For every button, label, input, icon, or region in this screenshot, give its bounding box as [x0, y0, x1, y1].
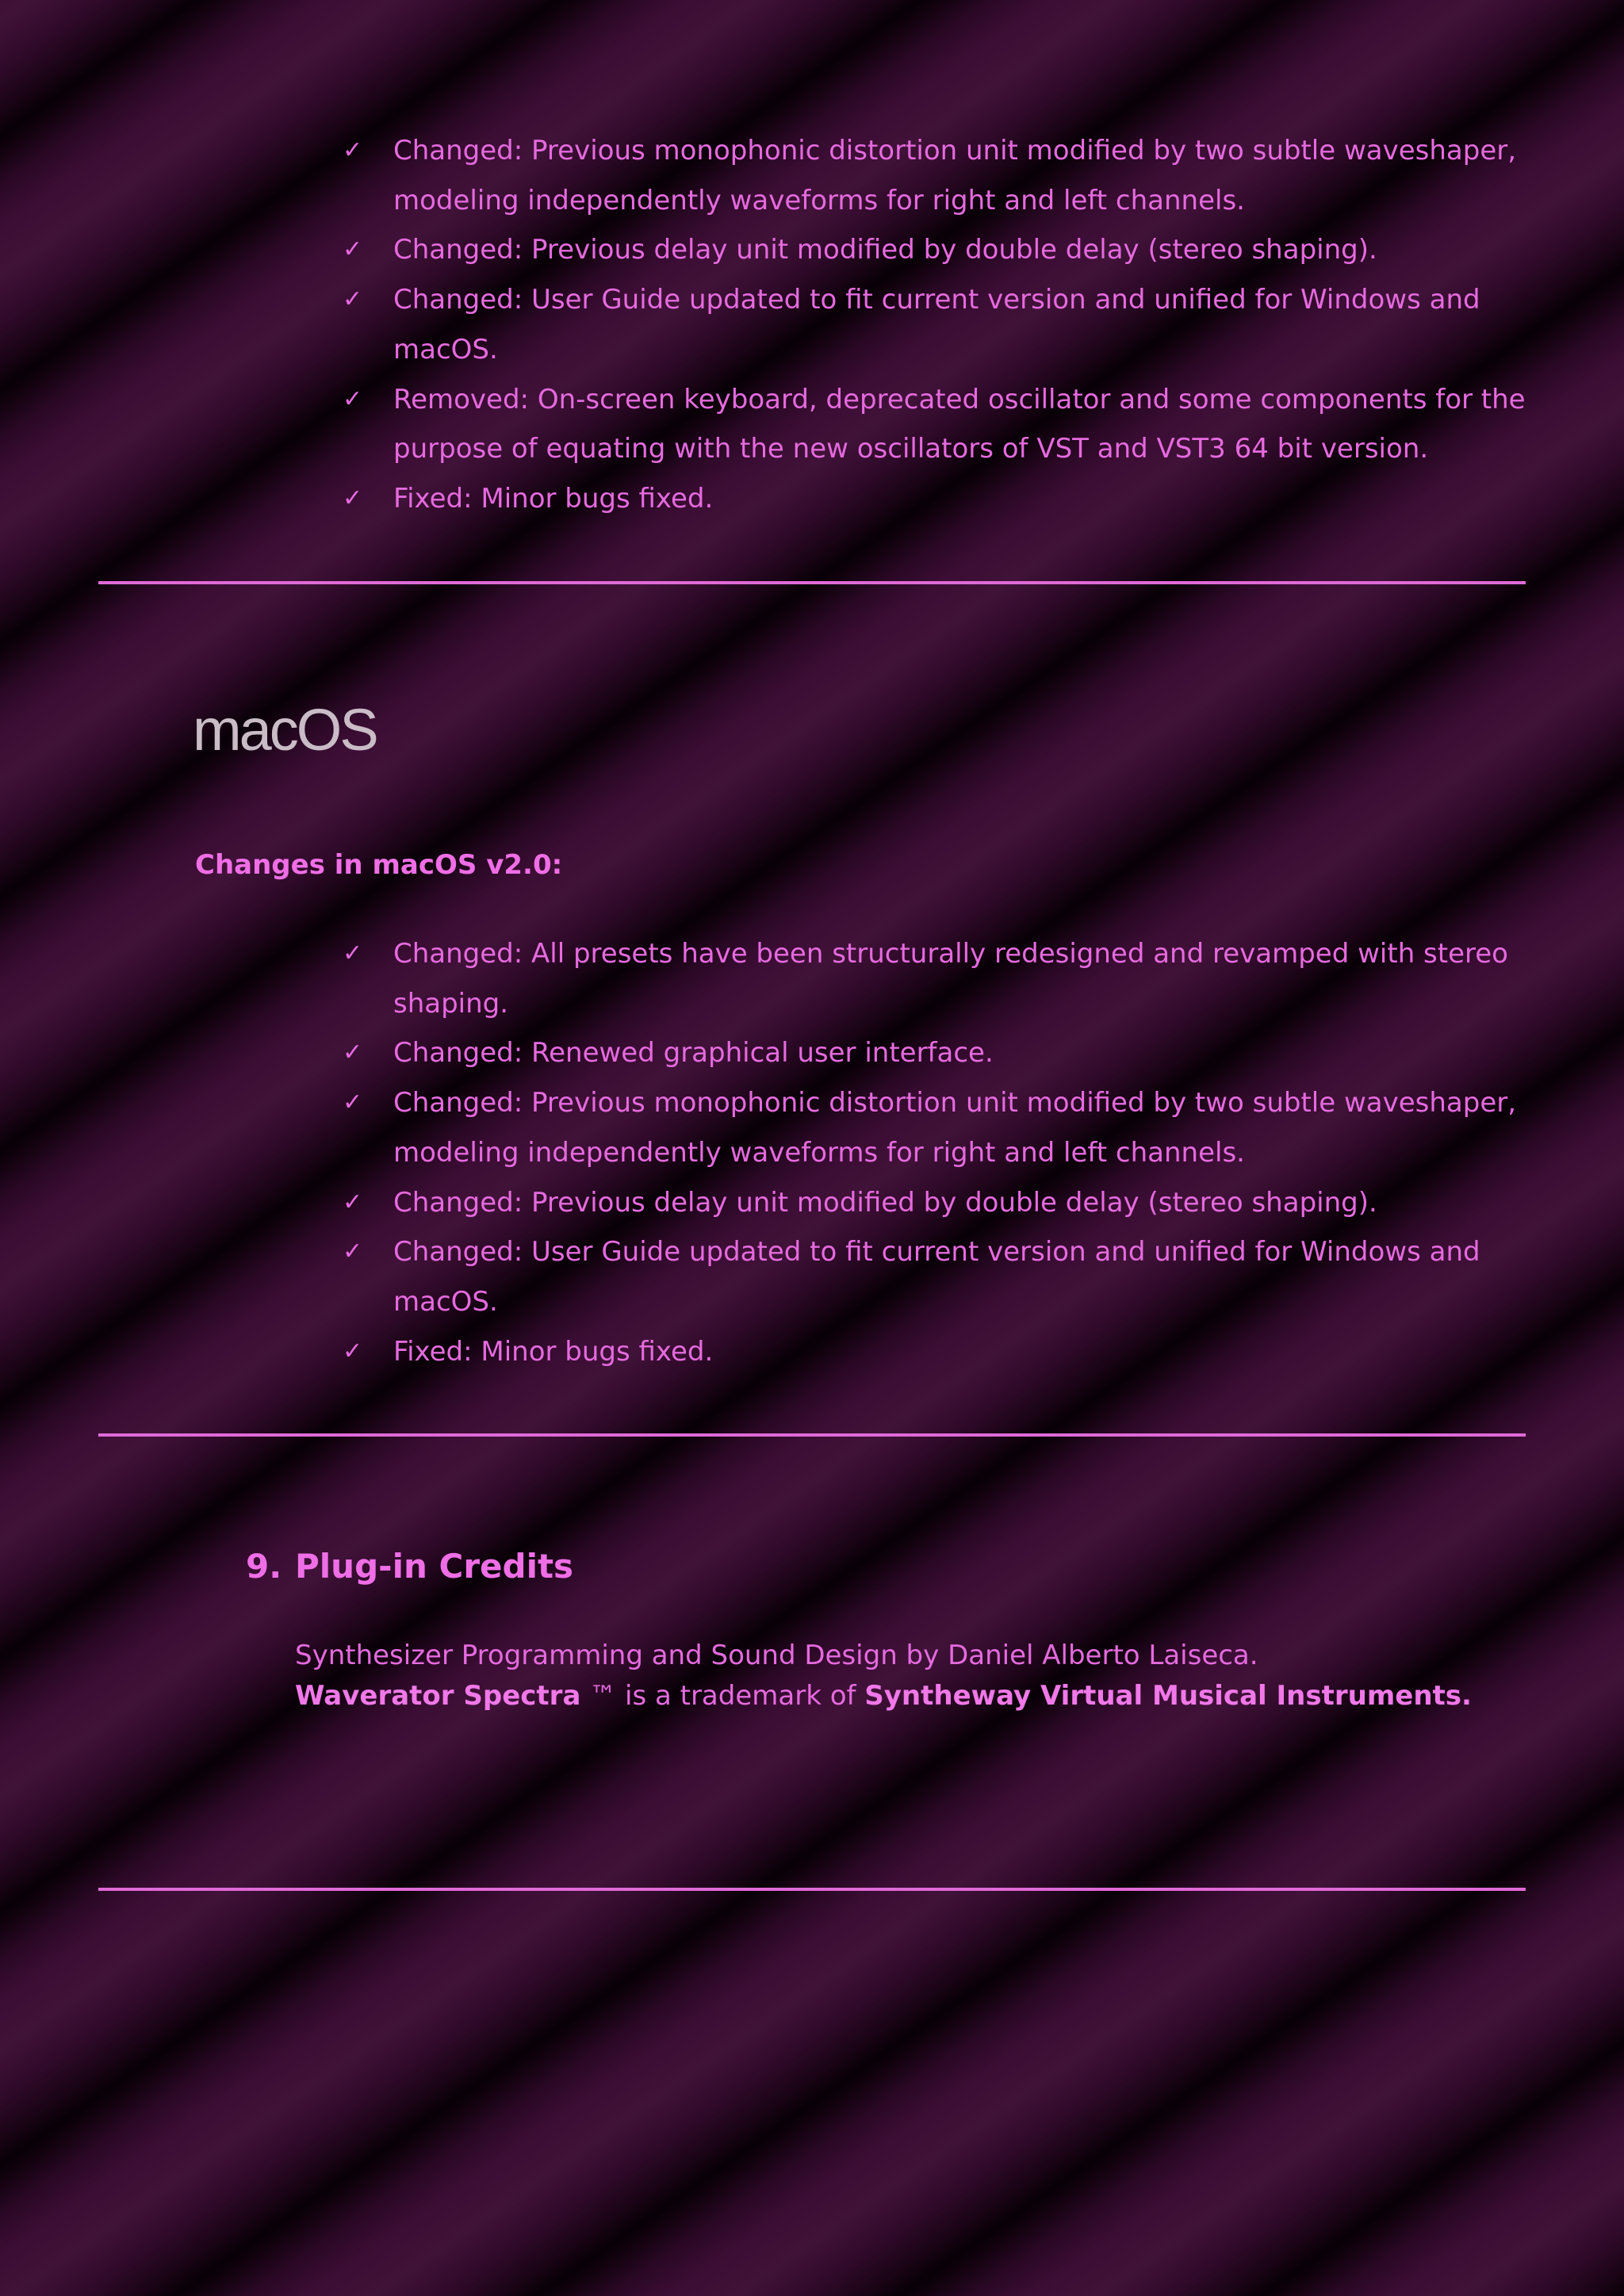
credits-line: Synthesizer Programming and Sound Design by Daniel Alberto Laiseca.: [295, 1640, 1258, 1671]
list-item: ✓ Changed: Previous monophonic distortion unit modified by two subtle waveshaper, modeling independently waveforms for right and left channels.: [341, 1078, 1530, 1177]
checkmark-icon: ✓: [343, 1337, 363, 1365]
macos-changes-list: [341, 929, 1530, 1376]
windows-changes-list: [341, 126, 1530, 524]
checkmark-icon: ✓: [343, 484, 363, 512]
list-item: ✓ Removed: On-screen keyboard, deprecated oscillator and some components for the purpose of equating with the new oscillators of VST and VST3 64 bit version.: [341, 375, 1530, 474]
list-item: ✓ Changed: User Guide updated to fit current version and unified for Windows and macOS.: [341, 1227, 1530, 1326]
checkmark-icon: ✓: [343, 1089, 363, 1117]
checkmark-icon: ✓: [343, 1238, 363, 1266]
checkmark-icon: ✓: [343, 136, 363, 164]
section-title: Plug-in Credits: [295, 1547, 574, 1586]
checkmark-icon: ✓: [343, 235, 363, 264]
section-number: 9.: [246, 1547, 282, 1586]
list-item: ✓ Fixed: Minor bugs fixed.: [341, 474, 1530, 524]
credits-heading: [246, 1547, 573, 1586]
checkmark-icon: ✓: [343, 939, 363, 967]
product-name: Waverator Spectra: [295, 1680, 581, 1712]
checkmark-icon: ✓: [343, 385, 363, 413]
checkmark-icon: ✓: [343, 1039, 363, 1067]
section-divider: [98, 1888, 1526, 1891]
macos-changes-heading: Changes in macOS v2.0:: [195, 849, 563, 881]
checkmark-icon: ✓: [343, 1188, 363, 1216]
checkmark-icon: ✓: [343, 285, 363, 314]
company-name: Syntheway Virtual Musical Instruments.: [864, 1680, 1472, 1712]
credits-body: [295, 1636, 1472, 1716]
list-item: ✓ Changed: Renewed graphical user interface.: [341, 1028, 1530, 1078]
list-item: ✓ Changed: Previous delay unit modified by double delay (stereo shaping).: [341, 225, 1530, 275]
trademark-text: ™ is a trademark of: [580, 1680, 865, 1712]
section-divider: [98, 581, 1526, 584]
list-item: ✓ Changed: All presets have been structurally redesigned and revamped with stereo shaping.: [341, 929, 1530, 1028]
trademark-line: [295, 1676, 1472, 1716]
section-divider: [98, 1433, 1526, 1437]
list-item: ✓ Changed: Previous delay unit modified by double delay (stereo shaping).: [341, 1178, 1530, 1228]
list-item: ✓ Fixed: Minor bugs fixed.: [341, 1327, 1530, 1377]
macos-logo: macOS: [193, 697, 377, 763]
list-item: ✓ Changed: Previous monophonic distortion unit modified by two subtle waveshaper, modeling independently waveforms for right and left channels.: [341, 126, 1530, 225]
list-item: ✓ Changed: User Guide updated to fit current version and unified for Windows and macOS.: [341, 275, 1530, 374]
